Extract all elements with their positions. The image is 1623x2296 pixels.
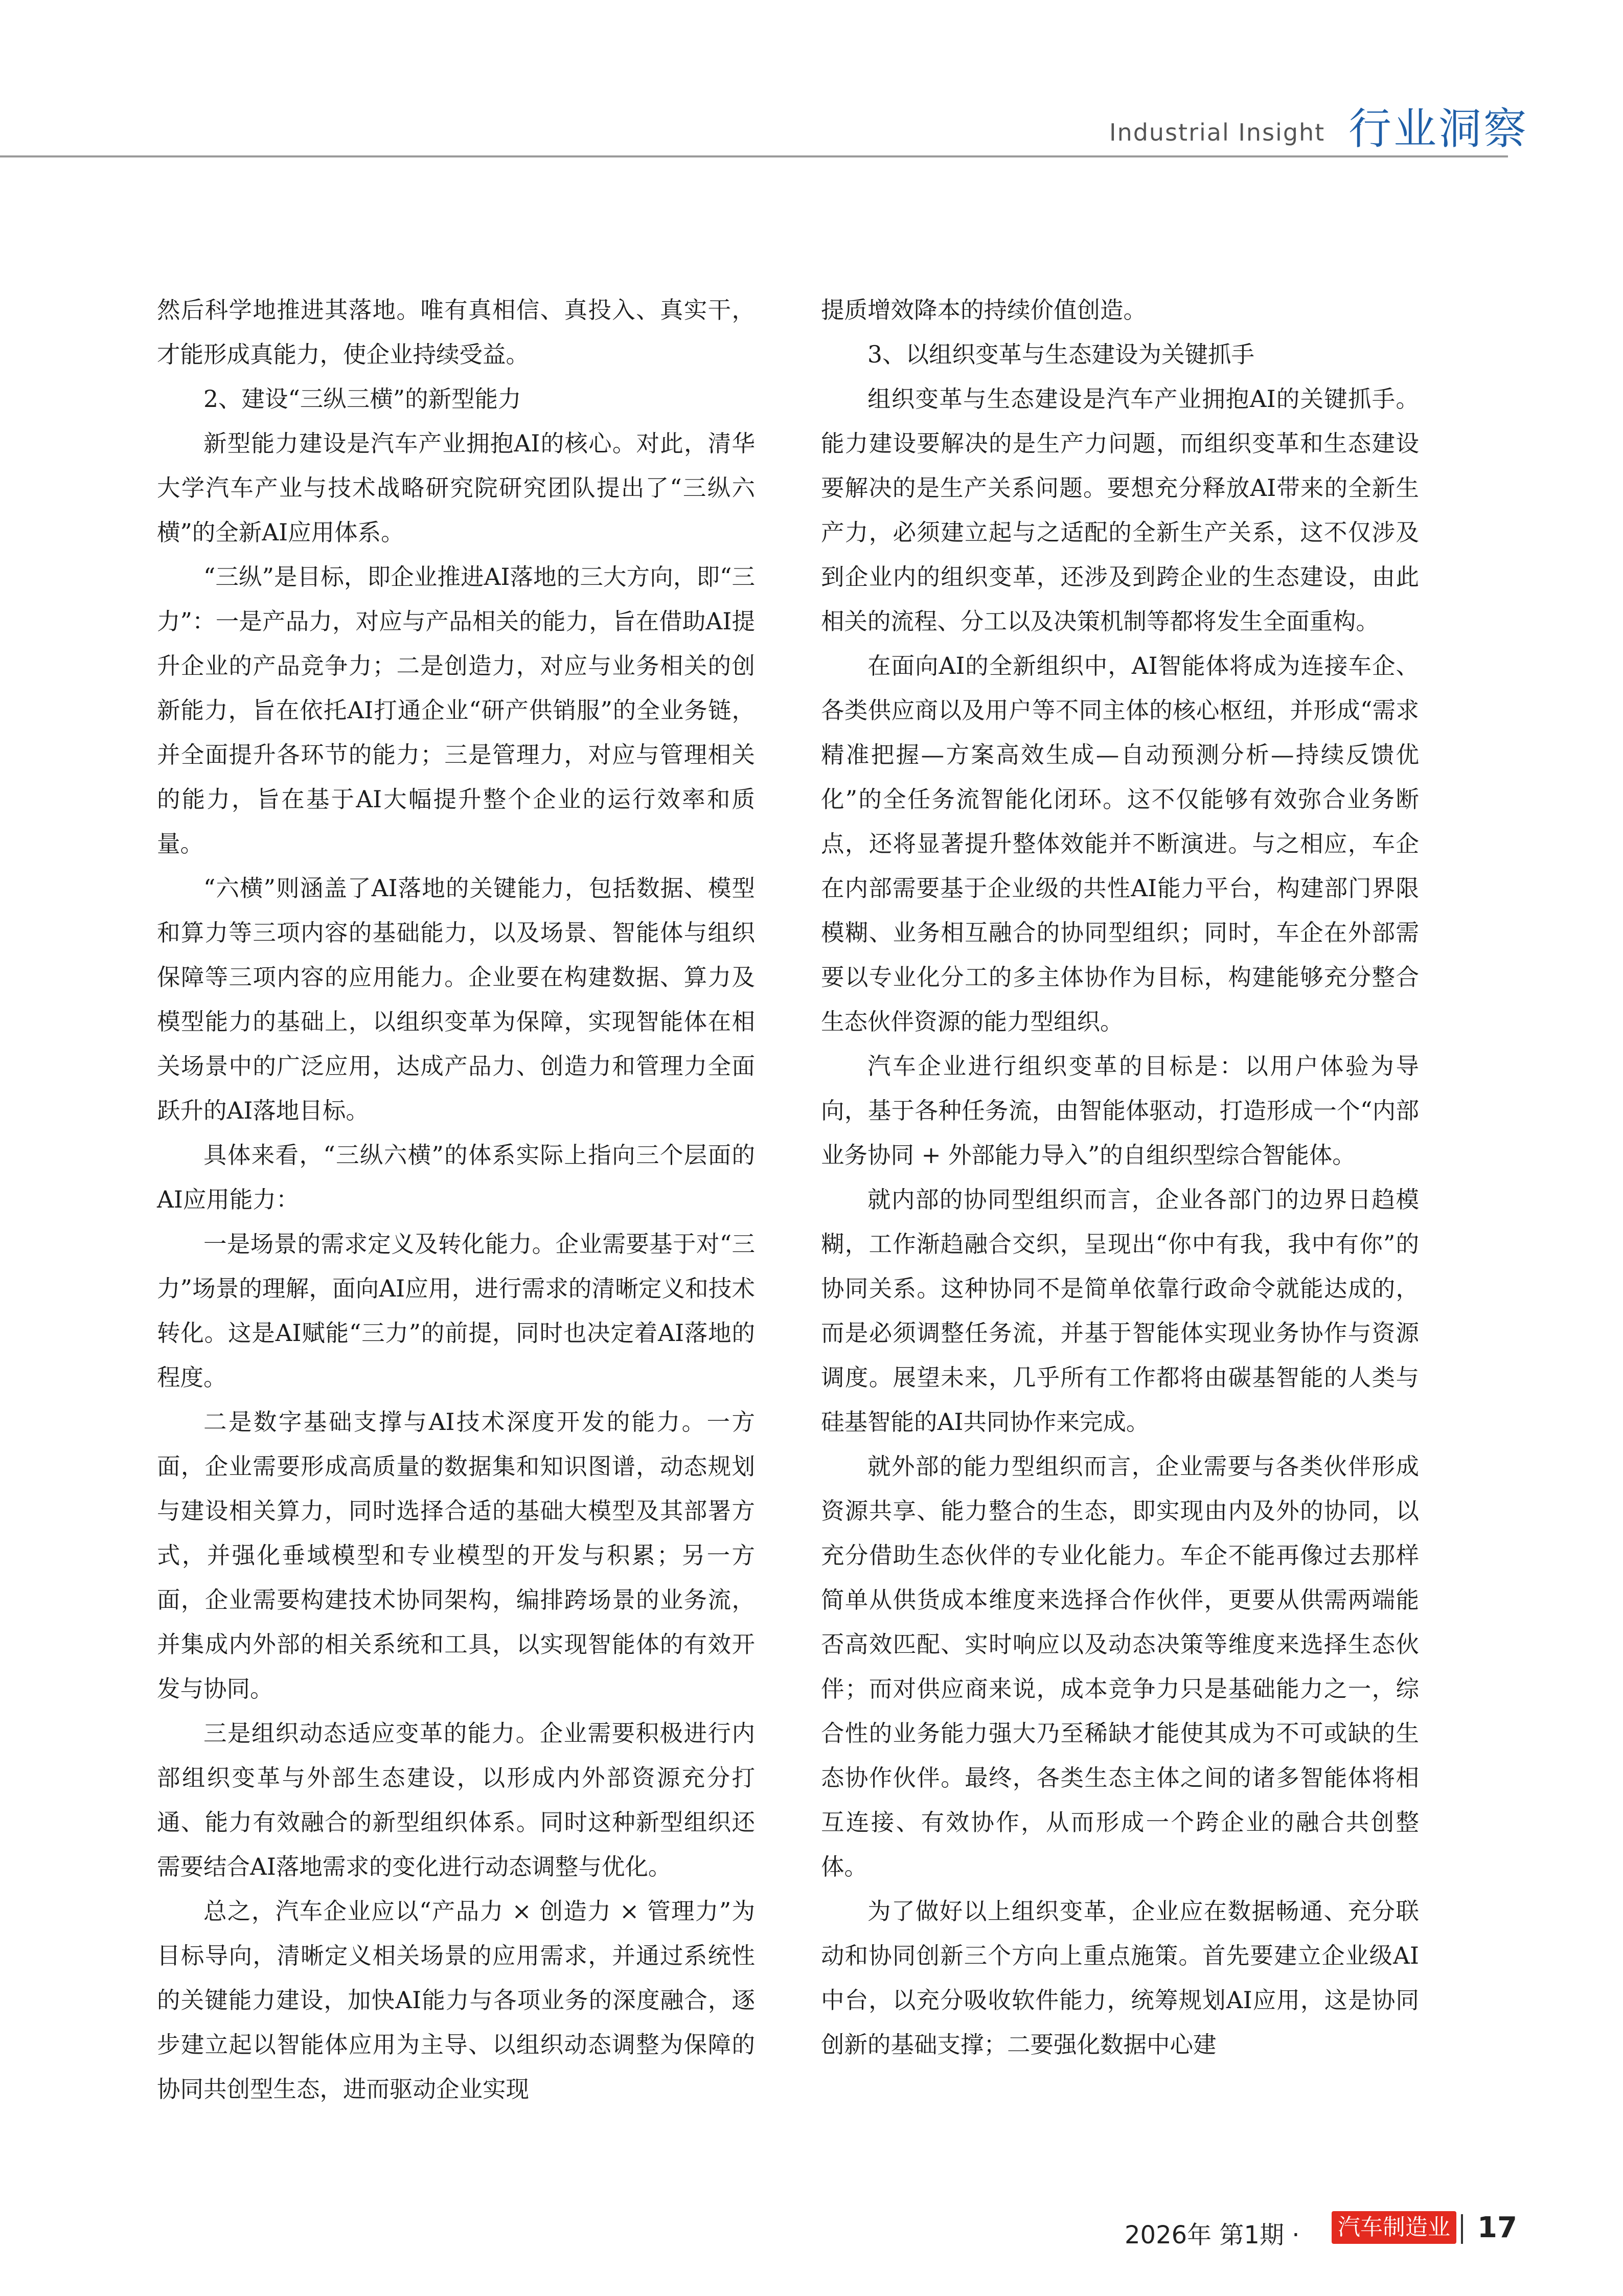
paragraph: 一是场景的需求定义及转化能力。企业需要基于对“三力”场景的理解，面向AI应用，进行需求的清晰定义和技术转化。这是AI赋能“三力”的前提，同时也决定着AI落地的程度。 (157, 1231, 755, 1391)
paragraph: 为了做好以上组织变革，企业应在数据畅通、充分联动和协同创新三个方向上重点施策。首先要建立企业级AI中台，以充分吸收软件能力，统筹规划AI应用，这是协同创新的基础支撑；二要强化数据中心建 (821, 1898, 1419, 2058)
paragraph: 组织变革与生态建设是汽车产业拥抱AI的关键抓手。能力建设要解决的是生产力问题，而组织变革和生态建设要解决的是生产关系问题。要想充分释放AI带来的全新生产力，必须建立起与之适配的全新生产关系，这不仅涉及到企业内的组织变革，还涉及到跨企业的生态建设，由此相关的流程、分工以及决策机制等都将发生全面重构。 (821, 385, 1419, 635)
paragraph: 汽车企业进行组织变革的目标是：以用户体验为导向，基于各种任务流，由智能体驱动，打造形成一个“内部业务协同 + 外部能力导入”的自组织型综合智能体。 (821, 1053, 1419, 1169)
section-title-zh: 行业洞察 (1348, 104, 1529, 154)
paragraph: 就内部的协同型组织而言，企业各部门的边界日趋模糊，工作渐趋融合交织，呈现出“你中有我，我中有你”的协同关系。这种协同不是简单依靠行政命令就能达成的，而是必须调整任务流，并基于智能体实现业务协作与资源调度。展望未来，几乎所有工作都将由碳基智能的人类与硅基智能的AI共同协作来完成。 (821, 1186, 1419, 1436)
paragraph: 3、以组织变革与生态建设为关键抓手 (867, 341, 1254, 368)
section-title-en: Industrial Insight (1109, 119, 1325, 146)
footer-separator (1461, 2214, 1463, 2244)
paragraph: 具体来看，“三纵六横”的体系实际上指向三个层面的AI应用能力： (157, 1142, 755, 1213)
paragraph: “三纵”是目标，即企业推进AI落地的三大方向，即“三力”：一是产品力，对应与产品相关的能力，旨在借助AI提升企业的产品竞争力；二是创造力，对应与业务相关的创新能力，旨在依托AI打通企业“研产供销服”的全业务链，并全面提升各环节的能力；三是管理力，对应与管理相关的能力，旨在基于AI大幅提升整个企业的运行效率和质量。 (157, 563, 755, 857)
paragraph: 然后科学地推进其落地。唯有真相信、真投入、真实干，才能形成真能力，使企业持续受益。 (157, 297, 755, 368)
paragraph: 在面向AI的全新组织中，AI智能体将成为连接车企、各类供应商以及用户等不同主体的核心枢纽，并形成“需求精准把握—方案高效生成—自动预测分析—持续反馈优化”的全任务流智能化闭环。这不仅能够有效弥合业务断点，还将显著提升整体效能并不断演进。与之相应，车企在内部需要基于企业级的共性AI能力平台，构建部门界限模糊、业务相互融合的协同型组织；同时，车企在外部需要以专业化分工的多主体协作为目标，构建能够充分整合生态伙伴资源的能力型组织。 (821, 652, 1419, 1035)
right-column (821, 288, 1419, 2067)
paragraph: 提质增效降本的持续价值创造。 (821, 297, 1147, 324)
issue-label: 2026年 第1期 · (1125, 2221, 1300, 2249)
page-footer (1125, 2211, 1517, 2252)
left-column (157, 288, 755, 2111)
page-number: 17 (1477, 2211, 1517, 2244)
paragraph: 总之，汽车企业应以“产品力 × 创造力 × 管理力”为目标导向，清晰定义相关场景的应用需求，并通过系统性的关键能力建设，加快AI能力与各项业务的深度融合，逐步建立起以智能体应用为主导、以组织动态调整为保障的协同共创型生态，进而驱动企业实现 (157, 1898, 755, 2103)
paragraph: “六横”则涵盖了AI落地的关键能力，包括数据、模型和算力等三项内容的基础能力，以及场景、智能体与组织保障等三项内容的应用能力。企业要在构建数据、算力及模型能力的基础上，以组织变革为保障，实现智能体在相关场景中的广泛应用，达成产品力、创造力和管理力全面跃升的AI落地目标。 (157, 875, 755, 1124)
paragraph: 三是组织动态适应变革的能力。企业需要积极进行内部组织变革与外部生态建设，以形成内外部资源充分打通、能力有效融合的新型组织体系。同时这种新型组织还需要结合AI落地需求的变化进行动态调整与优化。 (157, 1720, 755, 1880)
paragraph: 就外部的能力型组织而言，企业需要与各类伙伴形成资源共享、能力整合的生态，即实现由内及外的协同，以充分借助生态伙伴的专业化能力。车企不能再像过去那样简单从供货成本维度来选择合作伙伴，更要从供需两端能否高效匹配、实时响应以及动态决策等维度来选择生态伙伴；而对供应商来说，成本竞争力只是基础能力之一，综合性的业务能力强大乃至稀缺才能使其成为不可或缺的生态协作伙伴。最终，各类生态主体之间的诸多智能体将相互连接、有效协作，从而形成一个跨企业的融合共创整体。 (821, 1453, 1419, 1880)
paragraph: 2、建设“三纵三横”的新型能力 (203, 385, 521, 413)
paragraph: 新型能力建设是汽车产业拥抱AI的核心。对此，清华大学汽车产业与技术战略研究院研究团队提出了“三纵六横”的全新AI应用体系。 (157, 430, 755, 546)
header-divider (0, 155, 1508, 157)
magazine-logo: 汽车制造业 (1332, 2211, 1456, 2244)
paragraph: 二是数字基础支撑与AI技术深度开发的能力。一方面，企业需要形成高质量的数据集和知识图谱，动态规划与建设相关算力，同时选择合适的基础大模型及其部署方式，并强化垂域模型和专业模型的开发与积累；另一方面，企业需要构建技术协同架构，编排跨场景的业务流，并集成内外部的相关系统和工具，以实现智能体的有效开发与协同。 (157, 1408, 755, 1702)
